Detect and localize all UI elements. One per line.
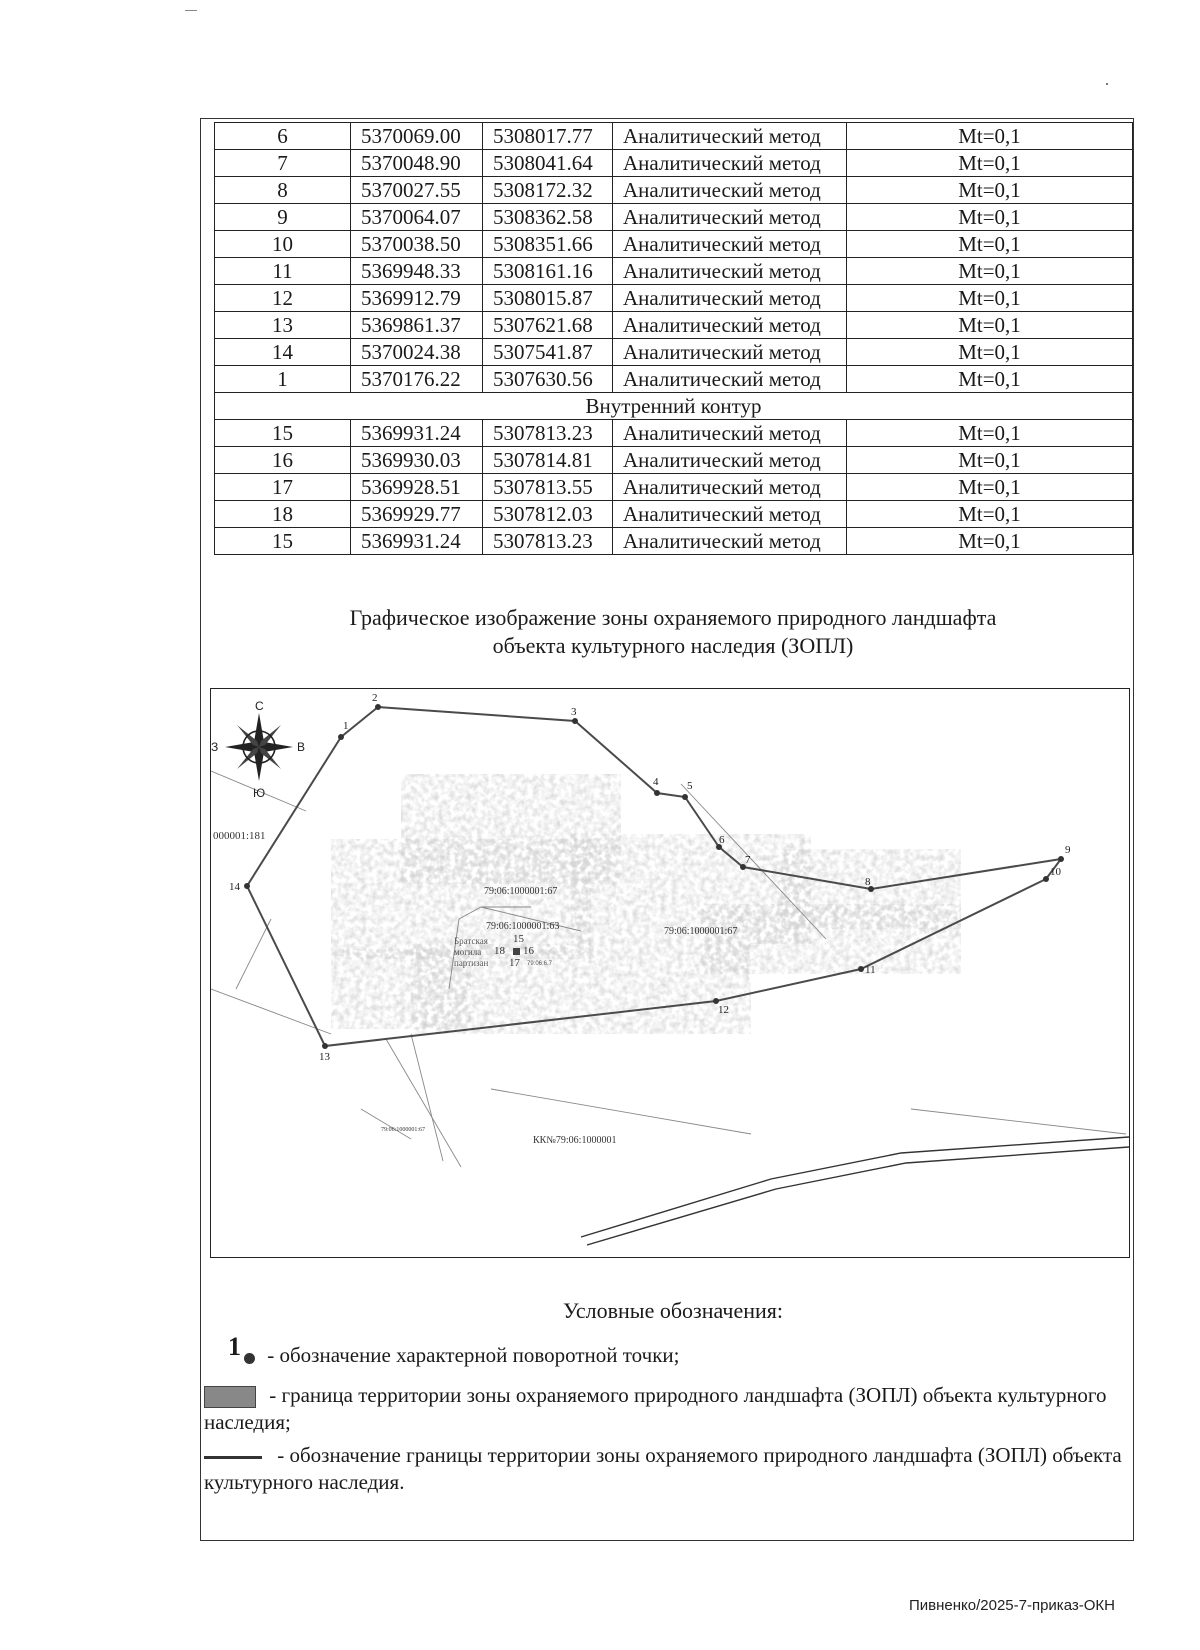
turning-point-label: 12 xyxy=(718,1004,729,1016)
turning-point-label: 8 xyxy=(865,876,871,888)
inner-point-label: 16 xyxy=(523,945,534,957)
y-coordinate-cell: 5308017.77 xyxy=(483,123,613,150)
document-footer: Пивненко/2025-7-приказ-ОКН xyxy=(908,1597,1115,1614)
x-coordinate-cell: 5370024.38 xyxy=(351,339,483,366)
y-coordinate-cell: 5307813.23 xyxy=(483,420,613,447)
point-number-cell: 18 xyxy=(215,501,351,528)
parcel-label: 000001:181 xyxy=(213,830,266,842)
y-coordinate-cell: 5308172.32 xyxy=(483,177,613,204)
point-number-cell: 9 xyxy=(215,204,351,231)
method-cell: Аналитический метод xyxy=(613,312,847,339)
x-coordinate-cell: 5370027.55 xyxy=(351,177,483,204)
point-number-cell: 15 xyxy=(215,528,351,555)
compass-north: С xyxy=(255,699,264,713)
parcel-label: 79:06:1000001:67 xyxy=(664,926,738,937)
table-row xyxy=(215,474,1133,501)
point-number-cell: 1 xyxy=(215,366,351,393)
compass-west: З xyxy=(211,740,219,754)
accuracy-cell: Mt=0,1 xyxy=(847,501,1133,528)
turning-point-label: 14 xyxy=(229,881,240,893)
x-coordinate-cell: 5369861.37 xyxy=(351,312,483,339)
method-cell: Аналитический метод xyxy=(613,204,847,231)
parcel-label: 79:06:1000001:63 xyxy=(486,921,560,932)
x-coordinate-cell: 5370048.90 xyxy=(351,150,483,177)
x-coordinate-cell: 5369930.03 xyxy=(351,447,483,474)
zone-map-drawing xyxy=(211,689,1129,1257)
table-row xyxy=(215,339,1133,366)
monument-label-line: могила xyxy=(454,947,482,957)
table-row xyxy=(215,123,1133,150)
legend-item-fill-text: - граница территории зоны охраняемого природного ландшафта (ЗОПЛ) объекта культурного наследия; xyxy=(204,1383,1107,1434)
y-coordinate-cell: 5307621.68 xyxy=(483,312,613,339)
point-number-cell: 11 xyxy=(215,258,351,285)
method-cell: Аналитический метод xyxy=(613,258,847,285)
accuracy-cell: Mt=0,1 xyxy=(847,123,1133,150)
x-coordinate-cell: 5370038.50 xyxy=(351,231,483,258)
accuracy-cell: Mt=0,1 xyxy=(847,420,1133,447)
x-coordinate-cell: 5369931.24 xyxy=(351,528,483,555)
point-number-cell: 12 xyxy=(215,285,351,312)
accuracy-cell: Mt=0,1 xyxy=(847,474,1133,501)
accuracy-cell: Mt=0,1 xyxy=(847,528,1133,555)
x-coordinate-cell: 5369948.33 xyxy=(351,258,483,285)
method-cell: Аналитический метод xyxy=(613,501,847,528)
point-number-cell: 13 xyxy=(215,312,351,339)
turning-point xyxy=(654,790,660,796)
table-row xyxy=(215,420,1133,447)
turning-point-label: 3 xyxy=(571,706,577,718)
legend-item-fill xyxy=(204,1382,1124,1436)
accuracy-cell: Mt=0,1 xyxy=(847,285,1133,312)
method-cell: Аналитический метод xyxy=(613,420,847,447)
point-number-cell: 8 xyxy=(215,177,351,204)
turning-point xyxy=(858,966,864,972)
compass-east: В xyxy=(297,740,306,754)
turning-point xyxy=(1043,876,1049,882)
x-coordinate-cell: 5369929.77 xyxy=(351,501,483,528)
table-row xyxy=(215,231,1133,258)
turning-point-label: 6 xyxy=(719,834,725,846)
scan-artifact xyxy=(1106,83,1108,85)
y-coordinate-cell: 5307813.23 xyxy=(483,528,613,555)
parcel-label: 79:06:1000001:67 xyxy=(484,886,558,897)
table-row xyxy=(215,258,1133,285)
point-number-cell: 17 xyxy=(215,474,351,501)
turning-point xyxy=(244,883,250,889)
inner-point-label: 15 xyxy=(513,933,524,945)
point-number-cell: 10 xyxy=(215,231,351,258)
turning-point xyxy=(375,704,381,710)
method-cell: Аналитический метод xyxy=(613,339,847,366)
table-row xyxy=(215,285,1133,312)
accuracy-cell: Mt=0,1 xyxy=(847,177,1133,204)
turning-point-label: 9 xyxy=(1065,844,1071,856)
zone-fill-symbol xyxy=(204,1386,256,1408)
section-row xyxy=(215,393,1133,420)
inner-contour-rows xyxy=(215,420,1133,555)
turning-point xyxy=(322,1043,328,1049)
monument-label-line: Братская xyxy=(454,936,488,946)
coordinates-table xyxy=(214,122,1133,555)
section-label: Внутренний контур xyxy=(215,393,1133,420)
inner-point-label: 17 xyxy=(509,957,520,969)
table-row xyxy=(215,366,1133,393)
y-coordinate-cell: 5307812.03 xyxy=(483,501,613,528)
turning-point xyxy=(338,734,344,740)
method-cell: Аналитический метод xyxy=(613,177,847,204)
x-coordinate-cell: 5370064.07 xyxy=(351,204,483,231)
y-coordinate-cell: 5308015.87 xyxy=(483,285,613,312)
parcel-label: 79:06:1000001:67 xyxy=(381,1127,426,1133)
turning-point-label: 4 xyxy=(653,776,659,788)
turning-point-label: 10 xyxy=(1050,866,1061,878)
inner-small-label: 79:06:6.7 xyxy=(527,961,553,967)
method-cell: Аналитический метод xyxy=(613,231,847,258)
method-cell: Аналитический метод xyxy=(613,366,847,393)
road xyxy=(581,1137,1129,1245)
y-coordinate-cell: 5307630.56 xyxy=(483,366,613,393)
legend-title: Условные обозначения: xyxy=(562,1298,784,1323)
point-number-cell: 7 xyxy=(215,150,351,177)
turning-point-symbol xyxy=(214,1332,262,1369)
zone-map xyxy=(210,688,1130,1258)
point-number-cell: 6 xyxy=(215,123,351,150)
turning-point-label: 1 xyxy=(343,720,349,732)
y-coordinate-cell: 5307814.81 xyxy=(483,447,613,474)
method-cell: Аналитический метод xyxy=(613,123,847,150)
y-coordinate-cell: 5308161.16 xyxy=(483,258,613,285)
plan-title-line2: объекта культурного наследия (ЗОПЛ) xyxy=(492,633,854,658)
accuracy-cell: Mt=0,1 xyxy=(847,366,1133,393)
accuracy-cell: Mt=0,1 xyxy=(847,339,1133,366)
zone-fill xyxy=(331,774,961,1034)
y-coordinate-cell: 5308362.58 xyxy=(483,204,613,231)
turning-point-label: 2 xyxy=(372,692,378,704)
table-row xyxy=(215,204,1133,231)
inner-point-label: 18 xyxy=(494,945,505,957)
plan-title-line1: Графическое изображение зоны охраняемого природного ландшафта xyxy=(349,605,997,630)
x-coordinate-cell: 5370176.22 xyxy=(351,366,483,393)
legend-item-point-text: - обозначение характерной поворотной точки; xyxy=(262,1343,680,1367)
y-coordinate-cell: 5307813.55 xyxy=(483,474,613,501)
point-number-cell: 16 xyxy=(215,447,351,474)
turning-point-label: 13 xyxy=(319,1051,330,1063)
legend-item-point xyxy=(214,1332,1114,1369)
x-coordinate-cell: 5370069.00 xyxy=(351,123,483,150)
turning-point-label: 7 xyxy=(745,854,751,866)
table-row xyxy=(215,312,1133,339)
legend-item-line xyxy=(204,1442,1124,1496)
turning-point xyxy=(1058,856,1064,862)
method-cell: Аналитический метод xyxy=(613,285,847,312)
accuracy-cell: Mt=0,1 xyxy=(847,258,1133,285)
accuracy-cell: Mt=0,1 xyxy=(847,204,1133,231)
outer-contour-rows xyxy=(215,123,1133,393)
y-coordinate-cell: 5308351.66 xyxy=(483,231,613,258)
accuracy-cell: Mt=0,1 xyxy=(847,312,1133,339)
turning-point-label: 11 xyxy=(865,964,876,976)
monument-label-line: партизан xyxy=(454,958,489,968)
method-cell: Аналитический метод xyxy=(613,150,847,177)
x-coordinate-cell: 5369931.24 xyxy=(351,420,483,447)
table-row xyxy=(215,447,1133,474)
inner-contour-shape xyxy=(513,948,520,955)
compass-rose xyxy=(211,699,305,800)
turning-point-number: 1 xyxy=(228,1332,241,1362)
method-cell: Аналитический метод xyxy=(613,447,847,474)
boundary-line-symbol xyxy=(204,1456,262,1459)
parcel-label: КК№79:06:1000001 xyxy=(533,1135,617,1146)
x-coordinate-cell: 5369912.79 xyxy=(351,285,483,312)
table-row xyxy=(215,177,1133,204)
compass-south: Ю xyxy=(253,786,266,800)
method-cell: Аналитический метод xyxy=(613,474,847,501)
accuracy-cell: Mt=0,1 xyxy=(847,150,1133,177)
table-row xyxy=(215,528,1133,555)
accuracy-cell: Mt=0,1 xyxy=(847,231,1133,258)
turning-point-label: 5 xyxy=(687,780,693,792)
turning-point xyxy=(572,718,578,724)
turning-point xyxy=(682,794,688,800)
y-coordinate-cell: 5308041.64 xyxy=(483,150,613,177)
legend-item-line-text: - обозначение границы территории зоны охраняемого природного ландшафта (ЗОПЛ) объекта культурного наследия. xyxy=(204,1443,1122,1494)
x-coordinate-cell: 5369928.51 xyxy=(351,474,483,501)
method-cell: Аналитический метод xyxy=(613,528,847,555)
accuracy-cell: Mt=0,1 xyxy=(847,447,1133,474)
point-number-cell: 14 xyxy=(215,339,351,366)
y-coordinate-cell: 5307541.87 xyxy=(483,339,613,366)
table-row xyxy=(215,150,1133,177)
point-number-cell: 15 xyxy=(215,420,351,447)
table-row xyxy=(215,501,1133,528)
plan-title xyxy=(214,604,1132,660)
scan-artifact xyxy=(185,10,197,11)
